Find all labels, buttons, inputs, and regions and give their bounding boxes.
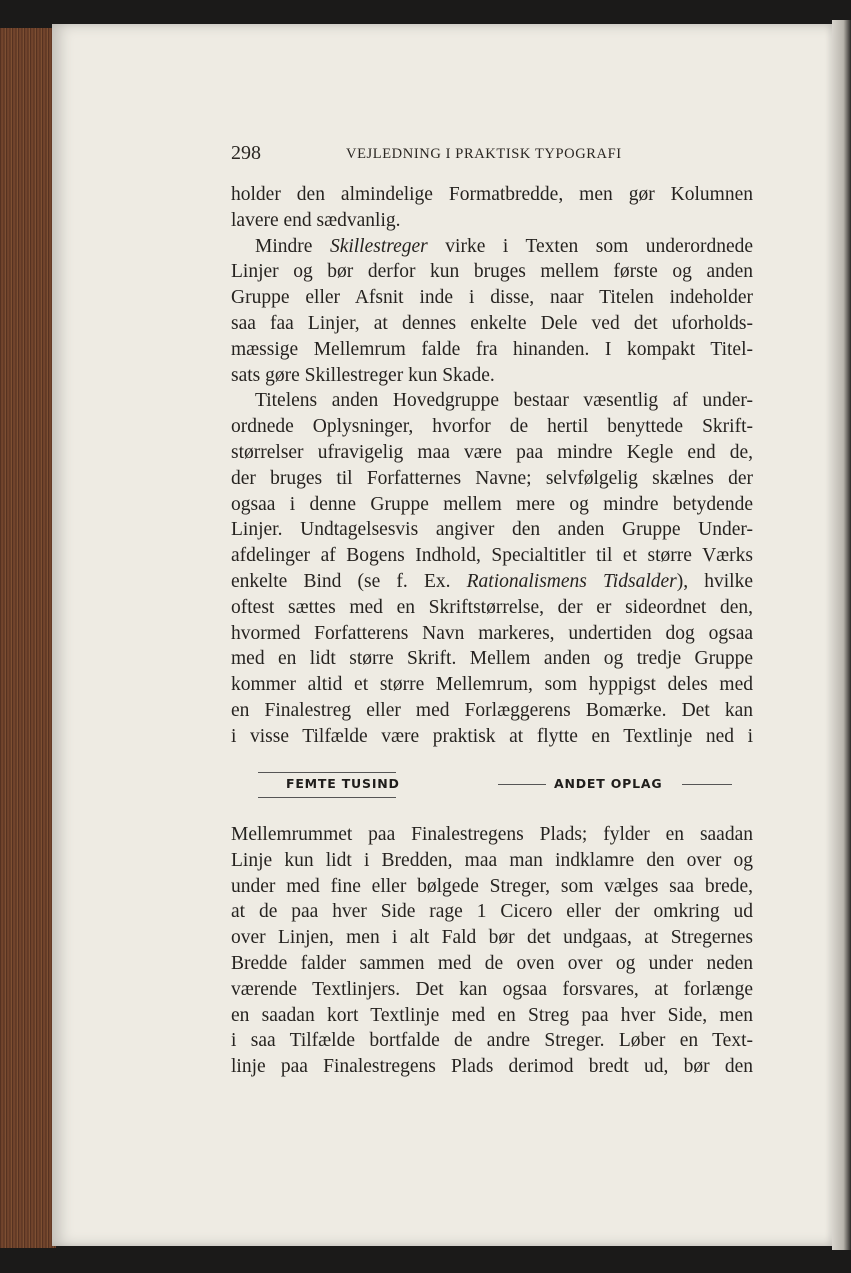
specimen-right-label: ANDET OPLAG: [554, 776, 663, 791]
text-line: Gruppe eller Afsnit inde i disse, naar Titelen indeholder: [231, 287, 753, 309]
running-header: [231, 142, 753, 168]
body-text-top: [231, 182, 753, 750]
text-line: Linjer og bør derfor kun bruges mellem første og anden: [231, 261, 753, 283]
typographic-specimen: [258, 768, 738, 802]
specimen-rule-bottom-left: [258, 797, 396, 798]
text-line: enkelte Bind (se f. Ex. Rationalismens Tidsalder), hvilke: [231, 570, 753, 592]
text-line: Titelens anden Hovedgruppe bestaar væsentlig af under-: [255, 390, 753, 412]
text-line: Bredde falder sammen med de oven over og under neden: [231, 952, 753, 974]
text-line: saa faa Linjer, at dennes enkelte Dele ved det uforholds-: [231, 312, 753, 334]
text-line: ogsaa i denne Gruppe mellem mere og mindre betydende: [231, 493, 753, 515]
text-line: Linjer. Undtagelsesvis angiver den anden Gruppe Under-: [231, 519, 753, 541]
text-line: at de paa hver Side rage 1 Cicero eller der omkring ud: [231, 901, 753, 923]
text-line: oftest sættes med en Skriftstørrelse, der er sideordnet den,: [231, 596, 753, 618]
text-line: over Linjen, men i alt Fald bør det undgaas, at Stregernes: [231, 927, 753, 949]
specimen-rule-top-left: [258, 772, 396, 773]
text-line: hvormed Forfatterens Navn markeres, undertiden dog ogsaa: [231, 622, 753, 644]
specimen-rule-after-right: [682, 784, 732, 785]
text-line: størrelser ufravigelig maa være paa mindre Kegle end de,: [231, 441, 753, 463]
text-line: ordnede Oplysninger, hvorfor de hertil benyttede Skrift-: [231, 416, 753, 438]
text-line: linje paa Finalestregens Plads derimod bredt ud, bør den: [231, 1056, 753, 1078]
page-number: 298: [231, 142, 261, 164]
text-line: i visse Tilfælde være praktisk at flytte en Textlinje ned i: [231, 725, 753, 747]
body-text-bottom: [231, 822, 753, 1080]
running-title: VEJLEDNING I PRAKTISK TYPOGRAFI: [346, 146, 622, 162]
text-line: værende Textlinjers. Det kan ogsaa forsvares, at forlænge: [231, 978, 753, 1000]
page-shadow-strip: [832, 20, 851, 1250]
text-line: der bruges til Forfatternes Navne; selvfølgelig skælnes der: [231, 467, 753, 489]
text-line: Linje kun lidt i Bredden, maa man indklamre den over og: [231, 849, 753, 871]
text-line: under med fine eller bølgede Streger, som vælges saa brede,: [231, 875, 753, 897]
text-line: med en lidt større Skrift. Mellem anden og tredje Gruppe: [231, 648, 753, 670]
text-line: en saadan kort Textlinje med en Streg paa hver Side, men: [231, 1004, 753, 1026]
text-line: kommer altid et større Mellemrum, som hyppigst deles med: [231, 674, 753, 696]
text-line: i saa Tilfælde bortfalde de andre Streger. Løber en Text-: [231, 1030, 753, 1052]
specimen-rule-before-right: [498, 784, 546, 785]
specimen-left-label: FEMTE TUSIND: [286, 776, 400, 791]
text-line: lavere end sædvanlig.: [231, 209, 401, 231]
text-line: Mellemrummet paa Finalestregens Plads; fylder en saadan: [231, 824, 753, 845]
text-line: sats gøre Skillestreger kun Skade.: [231, 364, 495, 386]
book-page-edges: [0, 28, 56, 1248]
text-line: holder den almindelige Formatbredde, men gør Kolumnen: [231, 184, 753, 205]
text-line: afdelinger af Bogens Indhold, Specialtitler til et større Værks: [231, 545, 753, 567]
text-line: mæssige Mellemrum falde fra hinanden. I kompakt Titel-: [231, 338, 753, 360]
text-line: en Finalestreg eller med Forlæggerens Bomærke. Det kan: [231, 699, 753, 721]
text-line: Mindre Skillestreger virke i Texten som underordnede: [255, 235, 753, 257]
